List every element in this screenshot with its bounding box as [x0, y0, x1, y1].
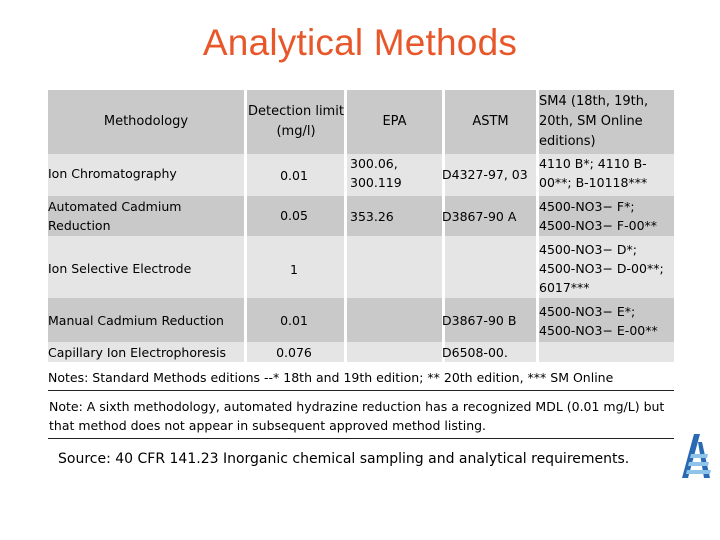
header-methodology: Methodology [103, 114, 189, 129]
source-citation: Source: 40 CFR 141.23 Inorganic chemical sampling and analytical requirements. [58, 451, 630, 467]
cell-methodology: Capillary Ion Electrophoresis [48, 345, 227, 360]
header-astm: ASTM [472, 114, 509, 129]
cell-astm: D6508-00. [442, 345, 508, 360]
cell-detection-limit: 0.01 [280, 168, 308, 183]
cell-astm: D3867-90 B [442, 313, 517, 328]
cell-methodology: Ion Selective Electrode [48, 261, 192, 276]
cell-methodology: Manual Cadmium Reduction [48, 313, 224, 328]
cell-detection-limit: 1 [290, 262, 298, 277]
cell-standard-methods: 4110 B*; 4110 B-00**; B-10118*** [539, 156, 648, 190]
sixth-methodology-note: Note: A sixth methodology, automated hydrazine reduction has a recognized MDL (0.01 mg/L) but that method does not appear in subsequent approved method listing. [49, 399, 665, 433]
header-detection-limit: Detection limit (mg/l) [248, 104, 344, 139]
cell-astm: D4327-97, 03 [442, 167, 528, 182]
cell-detection-limit: 0.05 [280, 208, 308, 223]
slide-title: Analytical Methods [202, 22, 518, 63]
cell-epa: 300.06, 300.119 [350, 156, 402, 190]
stylized-a-logo-icon [678, 432, 714, 480]
cell-standard-methods: 4500-NO3− E*; 4500-NO3− E-00** [539, 304, 658, 338]
cell-methodology: Automated Cadmium Reduction [48, 199, 182, 233]
cell-detection-limit: 0.01 [280, 313, 308, 328]
divider-line [48, 390, 674, 391]
header-epa: EPA [382, 114, 407, 129]
cell-methodology: Ion Chromatography [48, 166, 177, 181]
cell-standard-methods: 4500-NO3− F*; 4500-NO3− F-00** [539, 199, 658, 233]
table-notes: Notes: Standard Methods editions --* 18th and 19th edition; ** 20th edition, *** SM Online [48, 370, 614, 385]
cell-astm: D3867-90 A [442, 209, 517, 224]
divider-line [48, 438, 674, 439]
header-standard-methods: SM4 (18th, 19th, 20th, SM Online editions) [539, 94, 649, 149]
methods-table [48, 90, 674, 408]
cell-epa: 353.26 [350, 209, 394, 224]
cell-standard-methods: 4500-NO3− D*; 4500-NO3− D-00**; 6017*** [539, 242, 664, 295]
cell-detection-limit: 0.076 [276, 345, 312, 360]
